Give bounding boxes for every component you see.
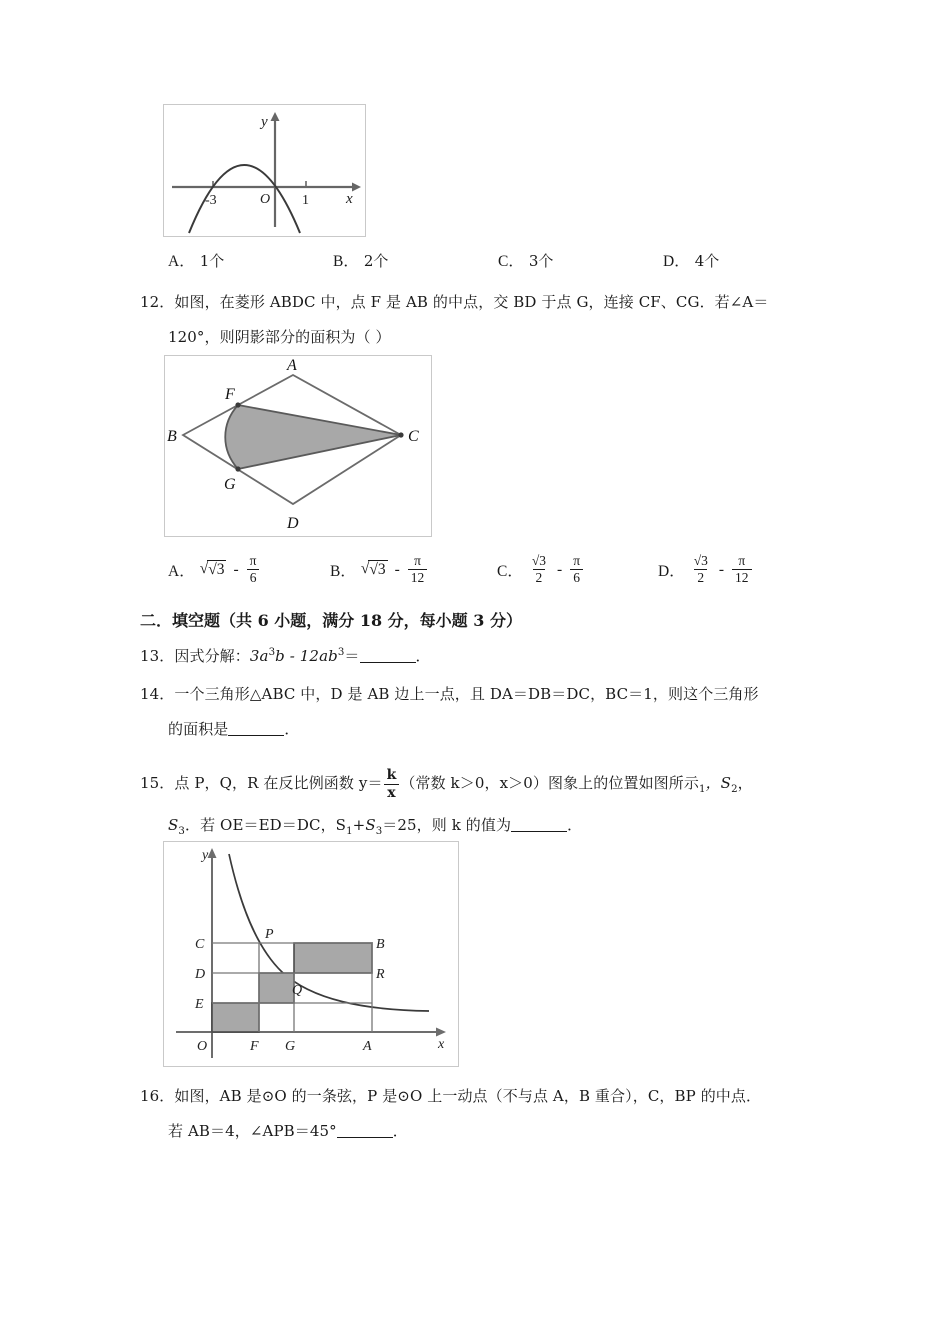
q15-label-O: O	[197, 1039, 208, 1054]
q15-line-1-b: （常数 k＞0，x＞0）图象上的位置如图所示	[400, 774, 699, 793]
q12-choice-c-num2: π	[573, 553, 581, 568]
q11-parabola-svg	[164, 105, 365, 236]
q11-y-label: y	[261, 114, 268, 130]
q15-hyperbola-figure	[163, 841, 459, 1067]
q12-label-B: B	[167, 428, 177, 445]
q11-choice-b[interactable]	[333, 249, 388, 271]
q12-label-D: D	[287, 515, 299, 532]
q15-line-2-sub3: 3	[178, 826, 185, 837]
q15-line-2-sub-3: 3	[375, 826, 383, 837]
q15-label-D: D	[195, 967, 206, 982]
q13-expr-b: b - 12ab	[275, 647, 338, 665]
q15-label-y: y	[202, 848, 209, 863]
q15-frac-numerator: k	[386, 767, 397, 783]
q16-answer-blank[interactable]	[337, 1124, 393, 1138]
q11-choice-a-text: 1个	[199, 251, 225, 270]
q12-choice-c-fraction-2	[570, 554, 583, 585]
q15-line-2-d: ＝25，则 k 的值为	[382, 816, 512, 834]
q12-label-F: F	[225, 386, 235, 403]
q14-answer-blank[interactable]	[228, 722, 284, 736]
q12-line-1: 12．如图，在菱形 ABDC 中，点 F 是 AB 的中点，交 BD 于点 G，连接 CF、CG．若∠A＝	[140, 293, 769, 311]
q15-line-2-a: S	[168, 816, 179, 834]
q14-line-1: 14．一个三角形△ABC 中，D 是 AB 边上一点，且 DA＝DB＝DC，BC＝1，则这个三角形	[140, 685, 759, 703]
q12-line-2: 120°，则阴影部分的面积为（ ）	[168, 328, 391, 346]
q16-line-2-b: ．	[392, 1122, 408, 1140]
q11-choice-b-label: B．	[333, 253, 359, 270]
q15-line-1-a: 15．点 P，Q，R 在反比例函数 y＝	[140, 774, 383, 793]
q15-hyperbola-svg	[164, 842, 458, 1066]
section-2-heading: 二．填空题（共 6 小题，满分 18 分，每小题 3 分）	[140, 611, 522, 630]
q11-choice-d-label: D．	[663, 253, 690, 270]
q12-label-G: G	[224, 476, 236, 493]
q11-tick-left-label: -3	[205, 193, 217, 208]
q12-choice-c-den1: 2	[533, 569, 546, 585]
q13-equals: ＝	[344, 647, 360, 665]
q15-frac-denominator: x	[384, 784, 398, 801]
q12-choice-c-op: -	[557, 560, 563, 578]
q15-label-F: F	[250, 1039, 259, 1054]
q12-choice-d-fraction-2	[732, 554, 752, 585]
q11-choice-d[interactable]	[663, 249, 719, 271]
q12-choice-a[interactable]	[168, 554, 260, 585]
q12-choice-d-label: D．	[658, 562, 685, 580]
q12-rhombus-figure	[164, 355, 432, 537]
q11-choice-d-text: 4个	[694, 251, 720, 270]
q11-choice-c[interactable]	[498, 249, 553, 271]
radical-sign: √	[360, 560, 370, 578]
q12-choice-b[interactable]	[330, 554, 428, 585]
q15-shaded-rect-s3	[294, 943, 372, 973]
q15-line-1-sub2: 2	[731, 784, 738, 796]
q12-choice-a-op: -	[233, 560, 239, 578]
q16-line-2-a: 若 AB＝4，∠APB＝45°	[168, 1122, 337, 1140]
q12-choice-a-label: A．	[168, 562, 195, 580]
q12-choice-d[interactable]	[658, 554, 753, 585]
q13-answer-blank[interactable]	[360, 649, 416, 663]
q12-choice-b-op: -	[394, 560, 400, 578]
q15-label-B: B	[376, 937, 385, 952]
q15-label-A: A	[363, 1039, 372, 1054]
q15-line-2-sub-1: 1	[346, 826, 353, 837]
q12-choice-d-num1: √3	[693, 553, 708, 568]
q15-shaded-rect-s2	[259, 973, 294, 1003]
q12-choice-b-num: π	[414, 553, 421, 568]
q15-label-C: C	[195, 937, 205, 952]
q12-choice-a-num: π	[249, 553, 257, 568]
q16-line-1: 16．如图，AB 是⊙O 的一条弦，P 是⊙O 上一动点（不与点 A，B 重合），C，BP 的中点．	[140, 1087, 762, 1105]
q15-line-2-c: +S	[352, 816, 376, 834]
q12-choice-d-den1: 2	[694, 569, 707, 585]
q15-line-1	[140, 768, 753, 800]
q13-prefix: 13．因式分解：	[140, 647, 250, 665]
q12-choice-c-num1: √3	[531, 553, 547, 568]
q14-line-2-prefix: 的面积是	[168, 720, 229, 738]
q15-label-P: P	[265, 927, 274, 942]
q15-label-x: x	[438, 1037, 445, 1052]
q12-choice-a-den: 6	[247, 569, 260, 585]
q13-expr-a-exp: 3	[268, 647, 276, 658]
q12-rhombus-svg	[165, 356, 431, 536]
q15-label-R: R	[376, 967, 385, 982]
q11-parabola-figure	[163, 104, 366, 237]
q12-choice-d-fraction-1	[691, 554, 711, 585]
q12-choice-row	[0, 548, 950, 594]
q15-line-1-c: ，S	[705, 774, 732, 793]
q12-choice-d-den2: 12	[732, 569, 752, 585]
q11-choice-a-label: A．	[168, 253, 195, 270]
q13-line	[140, 643, 431, 666]
q15-k-over-x-fraction	[384, 768, 400, 800]
q12-label-A: A	[287, 357, 297, 374]
q11-choice-a[interactable]	[168, 249, 224, 271]
q12-choice-d-num2: π	[738, 553, 746, 568]
q14-line-2	[168, 719, 300, 739]
q11-x-label: x	[346, 191, 353, 207]
q12-choice-b-sqrt	[361, 560, 388, 579]
q12-choice-c[interactable]	[497, 554, 584, 585]
q11-choice-c-label: C．	[498, 253, 524, 270]
q15-line-1-d: ，	[737, 774, 753, 793]
q15-line-2	[168, 815, 582, 842]
q12-choice-b-label: B．	[330, 562, 356, 580]
q15-line-1-sub1: 1	[698, 784, 706, 796]
q11-choice-b-text: 2个	[363, 251, 389, 270]
q15-line-2-b: ．若 OE＝ED＝DC，S	[184, 816, 347, 834]
q15-label-E: E	[195, 997, 204, 1012]
q13-expr-a: 3a	[249, 647, 269, 665]
q12-choice-b-fraction	[408, 554, 428, 585]
q12-choice-d-op: -	[718, 560, 725, 578]
q12-choice-c-label: C．	[497, 562, 523, 580]
q12-choice-a-radicand: √3	[208, 561, 225, 579]
q15-answer-blank[interactable]	[511, 818, 567, 832]
q12-choice-b-den: 12	[408, 569, 428, 585]
q15-label-Q: Q	[292, 983, 303, 998]
q15-shaded-rect-s1	[212, 1003, 259, 1032]
q12-label-C: C	[408, 428, 419, 445]
q12-choice-c-fraction-1	[529, 554, 549, 585]
q13-suffix: ．	[415, 647, 431, 665]
q12-choice-b-radicand: √3	[369, 561, 386, 579]
q11-choice-c-text: 3个	[528, 251, 554, 270]
q11-tick-right-label: 1	[302, 193, 309, 208]
q15-line-2-e: ．	[567, 816, 583, 834]
q11-origin-label: O	[260, 192, 271, 207]
q16-line-2	[168, 1121, 408, 1141]
q12-choice-a-sqrt	[200, 560, 227, 579]
q14-line-2-suffix: ．	[284, 720, 300, 738]
radical-sign: √	[199, 560, 209, 578]
q12-choice-c-den2: 6	[570, 569, 583, 585]
q13-expr-b-exp: 3	[337, 647, 345, 658]
q12-choice-a-fraction	[247, 554, 260, 585]
q11-choice-row	[0, 249, 950, 279]
q15-label-G: G	[285, 1039, 296, 1054]
